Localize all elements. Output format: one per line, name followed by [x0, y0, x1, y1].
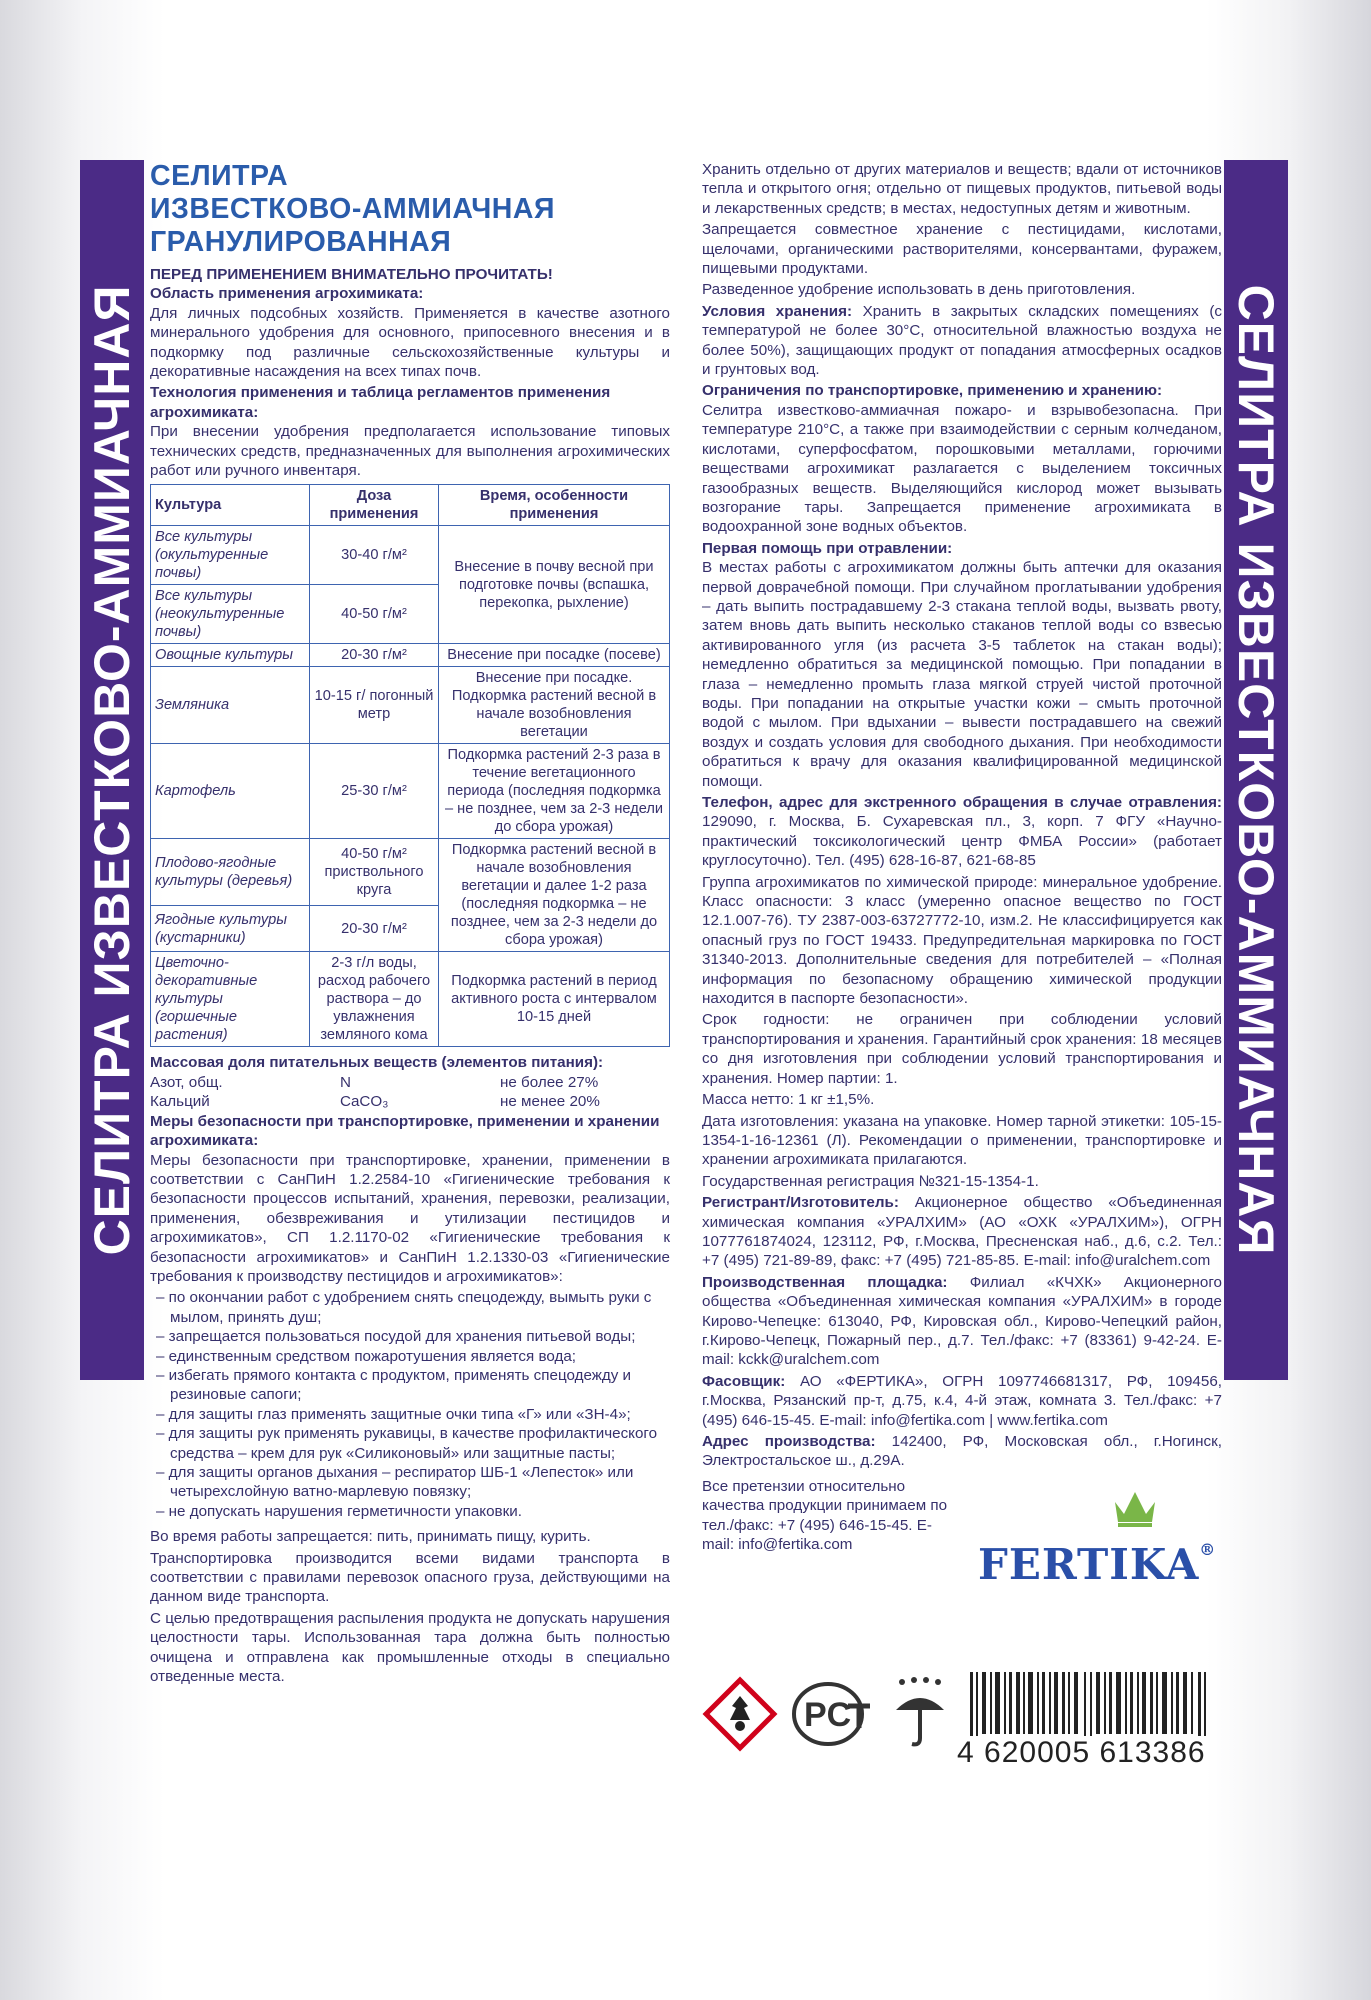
packer	[702, 1372, 1222, 1430]
svg-text:PC: PC	[804, 1696, 852, 1734]
table-cell-time: Внесение при посадке. Подкормка растений весной в начале возобновления вегетации	[439, 667, 670, 744]
table-cell-crop: Плодово-ягодные культуры (деревья)	[151, 839, 310, 906]
product-title	[150, 160, 670, 259]
safety-p1: Во время работы запрещается: пить, принимать пищу, курить.	[150, 1528, 591, 1546]
keep-dry-umbrella-icon	[890, 1676, 950, 1752]
table-cell-time: Подкормка растений в период активного роста с интервалом 10-15 дней	[439, 952, 670, 1047]
registrant-text: Акционерное общество «Объединенная химическая компания «УРАЛХИМ» (АО «ОХК «УРАЛХИМ»), ОГРН 1077761874024, 123112, РФ, г.Москва, Пресненская наб., д.6, с.2. Тел.: +7 (495) 721-89-89, факс: +7 (495) 721-85-85. E-mail: info@uralchem.com	[702, 1194, 1222, 1270]
scope-text: Для личных подсобных хозяйств. Применяется в качестве азотного минерального удобрения для основного, припосевного внесения и в подкормку под различные сельскохозяйственные культуры и декоративные насаждения на всех типах почв.	[150, 304, 670, 381]
table-cell-dose: 2-3 г/л воды, расход рабочего раствора – до увлажнения земляного кома	[310, 952, 439, 1047]
safety-heading: Меры безопасности при транспортировке, применении и хранении агрохимиката:	[150, 1112, 660, 1150]
storage-text: Хранить в закрытых складских помещениях (с температурой не более 30°С, относительной влажностью воздуха не более 50%), защищающих продукт от попадания атмосферных осадков и грунтовых вод.	[702, 302, 1222, 379]
production-address	[702, 1432, 1222, 1471]
table-cell-crop: Картофель	[151, 744, 310, 839]
table-row	[151, 644, 670, 667]
group-text: Группа агрохимикатов по химической природе: минеральное удобрение. Класс опасности: 3 класс (умеренно опасное вещество по ГОСТ 12.1.007-76). ТУ 2387-003-63727772-10, изм.2. Не классифицируется как опасный груз по ГОСТ 19433. Предупредительная маркировка по ГОСТ 31340-2013. Дополнительные сведения для потребителей – «Полная информация по безопасному обращению химической продукции находится в паспорте безопасности».	[702, 873, 1222, 1008]
table-row	[151, 839, 670, 906]
title-line-3: ГРАНУЛИРОВАННАЯ	[150, 226, 452, 258]
phone-heading: Телефон, адрес для экстренного обращения в случае отравления:	[702, 794, 1222, 811]
tech-heading: Технология применения и таблица регламентов применения агрохимиката:	[150, 384, 611, 421]
table-cell-time: Подкормка растений весной в начале возобновления вегетации и далее 1-2 раза (последняя подкормка – не позднее, чем за 2-3 недели до сбора урожая)	[439, 839, 670, 952]
plant-heading: Производственная площадка:	[702, 1273, 948, 1291]
crown-icon	[1112, 1488, 1158, 1528]
nutrient-value: не менее 20%	[500, 1093, 600, 1111]
table-cell-time: Внесение в почву весной при подготовке почвы (вспашка, перекопка, рыхление)	[439, 526, 670, 644]
address-text: 142400, РФ, Московская обл., г.Ногинск, Электростальское ш., д.29А.	[702, 1433, 1222, 1470]
table-header: Доза применения	[310, 485, 439, 526]
nutrient-name: Азот, общ.	[150, 1073, 223, 1091]
table-cell-dose: 40-50 г/м²	[310, 585, 439, 644]
table-header: Культура	[151, 485, 310, 526]
table-row	[151, 952, 670, 1047]
registration-text: Государственная регистрация №321-15-1354-1.	[702, 1172, 1039, 1190]
date-text: Дата изготовления: указана на упаковке. Номер тарной этикетки: 105-15-1354-1-16-12361 (Л). Рекомендации о применении, транспортировке и хранении агрохимиката прилагаются.	[702, 1112, 1222, 1169]
table-cell-dose: 30-40 г/м²	[310, 526, 439, 585]
list-item: – для защиты глаз применять защитные очки типа «Г» или «ЗН-4»;	[150, 1405, 670, 1424]
table-cell-crop: Ягодные культуры (кустарники)	[151, 906, 310, 952]
tech-text: При внесении удобрения предполагается использование типовых технических средств, предназначенных для выполнения агрохимических работ или ручного инвентаря.	[150, 423, 670, 480]
table-header-row	[151, 485, 670, 526]
table-cell-crop: Все культуры (окультуренные почвы)	[151, 526, 310, 585]
nutrient-value: не более 27%	[500, 1073, 599, 1091]
scope-heading: Область применения агрохимиката:	[150, 285, 424, 303]
barcode-number: 4 620005 613386	[957, 1736, 1206, 1769]
nutrients-heading: Массовая доля питательных веществ (элементов питания):	[150, 1054, 604, 1072]
list-item: – для защиты органов дыхания – респиратор ШБ-1 «Лепесток» или четырехслойную ватно-марлевую повязку;	[150, 1463, 670, 1502]
limits-text: Селитра известково-аммиачная пожаро- и взрывобезопасна. При температуре 210°С, а также при взаимодействии с серным колчеданом, кислотами, суперфосфатом, порошковыми металлами, горючими веществами агрохимикат разлагается с выделением токсичных газообразных веществ. Выделяющийся кислород может вызывать возгорание тары. Запрещается применение агрохимиката в водоохранной зоне водных объектов.	[702, 401, 1222, 536]
read-warning: ПЕРЕД ПРИМЕНЕНИЕМ ВНИМАТЕЛЬНО ПРОЧИТАТЬ!	[150, 266, 553, 283]
storage-heading: Условия хранения:	[702, 302, 853, 320]
logo-text: FERTIKA	[978, 1540, 1200, 1589]
table-cell-dose: 20-30 г/м²	[310, 906, 439, 952]
nutrients-row	[150, 1073, 670, 1092]
registrant	[702, 1193, 1222, 1271]
table-cell-time: Подкормка растений 2-3 раза в течение вегетационного периода (последняя подкормка – не позднее, чем за 2-3 недели до сбора урожая)	[439, 744, 670, 839]
table-cell-dose: 40-50 г/м² приствольного круга	[310, 839, 439, 906]
table-cell-crop: Земляника	[151, 667, 310, 744]
plant-text: Филиал «КЧХК» Акционерного общества «Объединенная химическая компания «УРАЛХИМ» в городе Кирово-Чепецке: 613040, РФ, Кировская обл., Кирово-Чепецкий район, г.Кирово-Чепецк, Пожарный пер., д.7. Тел./факс: +7 (83361) 9-42-24. E-mail: kckk@uralchem.com	[702, 1273, 1222, 1369]
list-item: – по окончании работ с удобрением снять спецодежду, вымыть руки с мылом, принять душ;	[150, 1288, 670, 1327]
storage-p3: Разведенное удобрение использовать в день приготовления.	[702, 281, 1136, 299]
side-title-right: СЕЛИТРА ИЗВЕСТКОВО-АММИАЧНАЯ	[1228, 284, 1284, 1256]
table-row	[151, 667, 670, 744]
regulation-table	[150, 484, 670, 1047]
nutrients-row	[150, 1092, 670, 1111]
list-item: – для защиты рук применять рукавицы, в качестве профилактического средства – крем для рук «Силиконовый» или защитные пасты;	[150, 1424, 670, 1463]
hazard-diamond-icon	[702, 1676, 778, 1752]
table-cell-time: Внесение при посадке (посеве)	[439, 644, 670, 667]
table-cell-dose: 10-15 г/ погонный метр	[310, 667, 439, 744]
safety-p3: С целью предотвращения распыления продукта не допускать нарушения целостности тары. Использованная тара должна быть полностью очищена и отправлена как промышленные отходы в специально отведенные места.	[150, 1609, 670, 1686]
table-cell-crop: Овощные культуры	[151, 644, 310, 667]
storage-p1: Хранить отдельно от других материалов и веществ; вдали от источников тепла и открытого огня; отдельно от пищевых продуктов, питьевой воды и лекарственных средств; в местах, недоступных детям и животным.	[702, 161, 1222, 217]
pct-certification-icon	[790, 1676, 874, 1752]
side-title-left: СЕЛИТРА ИЗВЕСТКОВО-АММИАЧНАЯ	[84, 284, 140, 1256]
title-line-2: ИЗВЕСТКОВО-АММИАЧНАЯ	[150, 193, 555, 225]
table-cell-dose: 25-30 г/м²	[310, 744, 439, 839]
first-aid-text: В местах работы с агрохимикатом должны быть аптечки для оказания первой доврачебной помощи. При случайном проглатывании удобрения – дать выпить пострадавшему 2-3 стакана теплой воды, вызвать рвоту, затем вновь дать выпить несколько стаканов теплой воды со взвесью активированного угля (из расчета 3-5 таблеток на стакан воды); немедленно обратиться за медицинской помощью. При попадании в глаза – немедленно промыть глаза мягкой струей чистой проточной воды. При попадании на открытые участки кожи – смыть проточной водой с мылом. При вдыхании – вывести пострадавшего на свежий воздух и создать условия для свободного дыхания. При необходимости обратиться к врачу для оказания квалифицированной медицинской помощи.	[702, 559, 1222, 790]
title-line-1: СЕЛИТРА	[150, 160, 289, 192]
address-heading: Адрес производства:	[702, 1433, 876, 1450]
safety-list	[150, 1288, 670, 1521]
claims-text: Все претензии относительно качества продукции принимаем по тел./факс: +7 (495) 646-15-45. E-mail: info@fertika.com	[702, 1477, 948, 1554]
left-column	[150, 160, 670, 1688]
storage-conditions	[702, 302, 1222, 380]
limits-heading: Ограничения по транспортировке, применению и хранению:	[702, 382, 1163, 400]
table-cell-dose: 20-30 г/м²	[310, 644, 439, 667]
list-item: – избегать прямого контакта с продуктом, применять спецодежду и резиновые сапоги;	[150, 1366, 670, 1405]
list-item: – не допускать нарушения герметичности упаковки.	[150, 1502, 670, 1521]
table-row	[151, 526, 670, 585]
table-header: Время, особенности применения	[439, 485, 670, 526]
registered-mark: ®	[1199, 1540, 1217, 1559]
plant	[702, 1273, 1222, 1370]
emergency-contact	[702, 793, 1222, 871]
storage-p2: Запрещается совместное хранение с пестицидами, кислотами, щелочами, органическими растворителями, консервантами, фуражем, пищевыми продуктами.	[702, 221, 1222, 278]
safety-p2: Транспортировка производится всеми видами транспорта в соответствии с правилами перевозок опасного груза, действующими на данном виде транспорта.	[150, 1549, 670, 1606]
first-aid-heading: Первая помощь при отравлении:	[702, 539, 953, 557]
shelf-life-text: Срок годности: не ограничен при соблюдении условий транспортирования и хранения. Гарантийный срок хранения: 18 месяцев со дня изготовления при соблюдении условий транспортирования и хранения. Номер партии: 1.	[702, 1011, 1222, 1087]
fertika-logo	[978, 1540, 1216, 1589]
nutrient-name: Кальций	[150, 1093, 210, 1111]
packer-text: АО «ФЕРТИКА», ОГРН 1097746681317, РФ, 109456, г.Москва, Рязанский пр-т, д.75, к.4, 4-й этаж, комната 3. Тел./факс: +7 (495) 646-15-45. E-mail: info@fertika.com | www.fertika.com	[702, 1372, 1222, 1429]
table-cell-crop: Все культуры (неокультуренные почвы)	[151, 585, 310, 644]
right-column	[702, 160, 1222, 1556]
list-item: – запрещается пользоваться посудой для хранения питьевой воды;	[150, 1327, 670, 1346]
table-cell-crop: Цветочно-декоративные культуры (горшечные растения)	[151, 952, 310, 1047]
table-row	[151, 744, 670, 839]
registrant-heading: Регистрант/Изготовитель:	[702, 1194, 899, 1212]
safety-text: Меры безопасности при транспортировке, хранении, применении в соответствии с СанПиН 1.2.2584-10 «Гигиенические требования к безопасности процессов испытаний, хранения, перевозки, реализации, применения, обезвреживания и утилизации пестицидов и агрохимикатов», СП 1.2.1170-02 «Гигиенические требования к безопасности агрохимикатов» и СанПиН 1.2.1330-03 «Гигиенические требования к производству пестицидов и агрохимикатов»:	[150, 1151, 670, 1285]
nutrient-formula: CaCO₃	[340, 1093, 389, 1111]
phone-text: 129090, г. Москва, Б. Сухаревская пл., 3, корп. 7 ФГУ «Научно-практический токсикологический центр ФМБА России» (работает круглосуточно). Тел. (495) 628-16-87, 621-68-85	[702, 813, 1222, 870]
nutrient-formula: N	[340, 1073, 351, 1091]
packer-heading: Фасовщик:	[702, 1372, 786, 1390]
net-mass-text: Масса нетто: 1 кг ±1,5%.	[702, 1091, 875, 1109]
list-item: – единственным средством пожаротушения является вода;	[150, 1347, 670, 1366]
